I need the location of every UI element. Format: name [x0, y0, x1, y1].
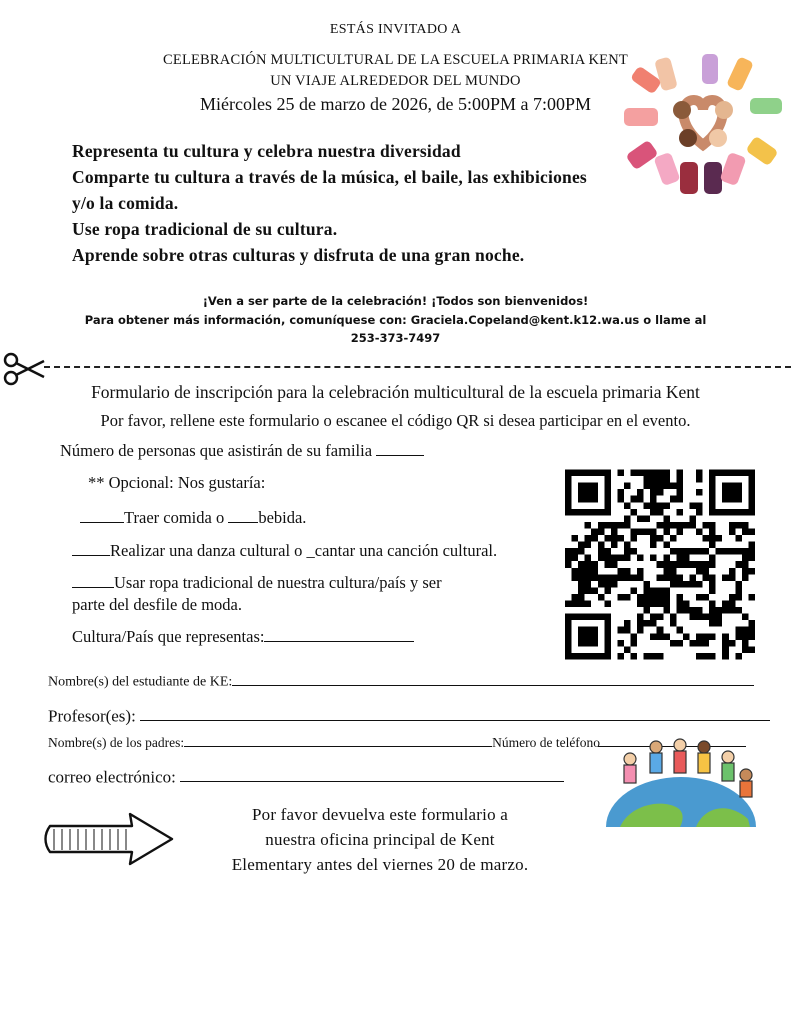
student-blank[interactable] — [232, 672, 754, 686]
dance-blank[interactable] — [72, 540, 110, 556]
form-title: Formulario de inscripción para la celebración multicultural de la escuela primaria Kent — [91, 382, 700, 402]
food-blank[interactable] — [80, 507, 124, 523]
email-blank[interactable] — [180, 766, 564, 782]
student-label: Nombre(s) del estudiante de KE: — [48, 674, 233, 690]
highlight-4: Use ropa tradicional de su cultura. — [72, 219, 338, 239]
qr-code[interactable] — [565, 462, 755, 667]
student-field[interactable] — [48, 672, 754, 691]
highlight-1: Representa tu cultura y celebra nuestra diversidad — [72, 141, 461, 161]
culture-label: Cultura/País que representas: — [72, 626, 265, 646]
dance-field[interactable] — [72, 540, 497, 561]
highlight-3: y/o la comida. — [72, 193, 179, 213]
teacher-field[interactable] — [48, 705, 770, 726]
form-instructions: Por favor, rellene este formulario o escanee el código QR si desea participar en el evento. — [100, 411, 691, 430]
culture-blank[interactable] — [264, 626, 414, 642]
highlight-5: Aprende sobre otras culturas y disfruta de una gran noche. — [72, 245, 525, 265]
attendees-field[interactable] — [60, 440, 424, 461]
return-line-3: Elementary antes del viernes 20 de marzo. — [231, 855, 529, 874]
phone-label: Número de teléfono — [492, 735, 601, 751]
highlight-2: Comparte tu cultura a través de la música, el baile, las exhibiciones — [72, 167, 587, 187]
email-label: correo electrónico: — [48, 767, 176, 787]
drink-label: bebida. — [258, 507, 307, 527]
event-date-time: Miércoles 25 de marzo de 2026, de 5:00PM a 7:00PM — [200, 94, 591, 114]
wear-label-1: Usar ropa tradicional de nuestra cultura/país y ser — [114, 572, 442, 592]
culture-field[interactable] — [72, 626, 414, 647]
invite-line: ESTÁS INVITADO A — [329, 22, 462, 37]
contact-text: Para obtener más información, comuníquese con: Graciela.Copeland@kent.k12.wa.us o llame al — [84, 313, 707, 327]
kids-around-globe-image — [600, 735, 762, 827]
dance-label: Realizar una danza cultural o _cantar una canción cultural. — [110, 540, 498, 560]
wear-label-2: parte del desfile de moda. — [72, 595, 242, 614]
wear-blank[interactable] — [72, 572, 114, 588]
parents-label: Nombre(s) de los padres: — [48, 735, 185, 751]
food-label: Traer comida o — [124, 507, 225, 527]
email-field[interactable] — [48, 766, 564, 787]
scissors-icon — [2, 352, 46, 386]
optional-label: ** Opcional: Nos gustaría: — [88, 473, 266, 492]
cut-line — [44, 366, 791, 368]
attendees-label: Número de personas que asistirán de su familia — [60, 440, 373, 460]
welcome-text: ¡Ven a ser parte de la celebración! ¡Todos son bienvenidos! — [202, 294, 589, 308]
teacher-blank[interactable] — [140, 705, 770, 721]
arrow-right-icon — [44, 810, 176, 868]
parents-blank[interactable] — [184, 734, 492, 747]
event-title: CELEBRACIÓN MULTICULTURAL DE LA ESCUELA PRIMARIA KENT — [163, 52, 628, 68]
return-line-2: nuestra oficina principal de Kent — [265, 830, 495, 849]
return-line-1: Por favor devuelva este formulario a — [252, 805, 508, 824]
teacher-label: Profesor(es): — [48, 706, 136, 726]
drink-blank[interactable] — [228, 507, 258, 523]
food-drink-field[interactable] — [80, 507, 306, 528]
event-subtitle: UN VIAJE ALREDEDOR DEL MUNDO — [270, 73, 521, 89]
attendees-blank[interactable] — [376, 440, 424, 456]
contact-phone: 253-373-7497 — [350, 331, 441, 345]
event-highlights — [72, 138, 672, 268]
wear-field[interactable] — [72, 572, 442, 593]
return-instructions — [170, 802, 590, 877]
